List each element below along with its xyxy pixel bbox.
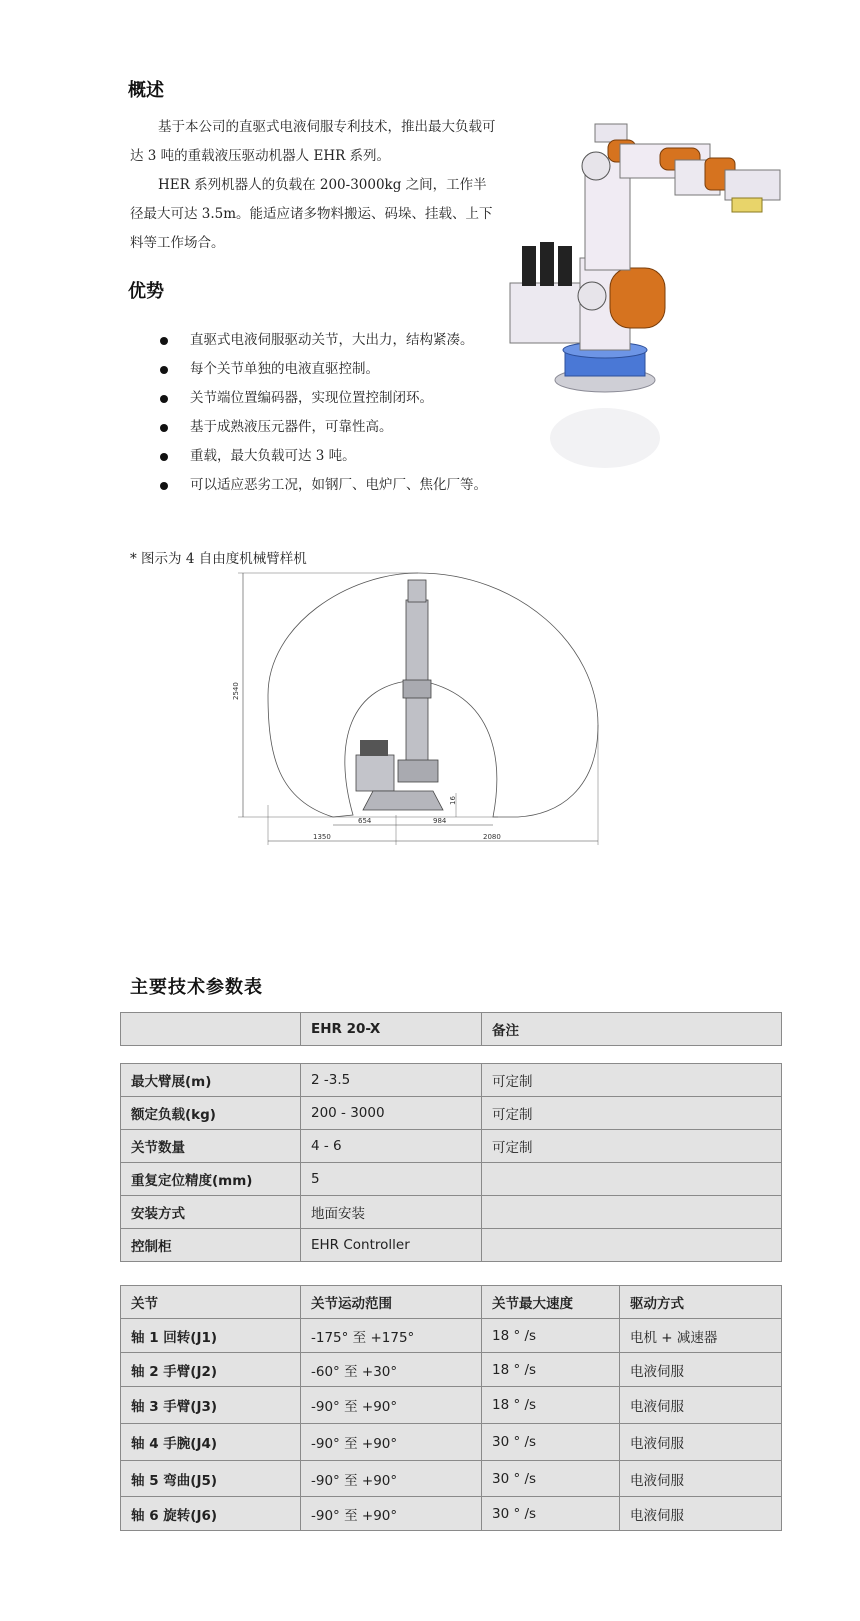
- bullet-icon: [160, 482, 168, 490]
- joint-header-drive: 驱动方式: [620, 1286, 782, 1319]
- advantage-text: 关节端位置编码器，实现位置控制闭环。: [190, 390, 433, 406]
- joint-axis: 轴 3 手臂(J3): [121, 1387, 301, 1424]
- joint-range: -90° 至 +90°: [301, 1424, 482, 1461]
- joint-range: -90° 至 +90°: [301, 1497, 482, 1531]
- spec-value: 2 -3.5: [301, 1064, 482, 1097]
- list-item: [130, 384, 500, 413]
- dim-height-label: 2540: [232, 682, 240, 700]
- joint-drive: 电液伺服: [620, 1387, 782, 1424]
- table-title: 主要技术参数表: [130, 977, 263, 998]
- spec-name: 重复定位精度(mm): [121, 1163, 301, 1196]
- overview-heading: 概述: [128, 80, 164, 101]
- overview-paragraph-1: 基于本公司的直驱式电液伺服专利技术，推出最大负载可达 3 吨的重载液压驱动机器人 EHR 系列。: [130, 119, 496, 164]
- advantage-text: 重载，最大负载可达 3 吨。: [190, 448, 356, 464]
- joint-axis: 轴 4 手腕(J4): [121, 1424, 301, 1461]
- table-row: [121, 1064, 782, 1097]
- joint-axis: 轴 6 旋转(J6): [121, 1497, 301, 1531]
- list-item: [130, 413, 500, 442]
- list-item: [130, 355, 500, 384]
- advantages-heading: 优势: [128, 281, 164, 302]
- spec-table: [120, 1063, 782, 1262]
- joint-range: -175° 至 +175°: [301, 1319, 482, 1353]
- joint-drive: 电机 + 减速器: [620, 1319, 782, 1353]
- joint-header-speed: 关节最大速度: [482, 1286, 620, 1319]
- figure-note: * 图示为 4 自由度机械臂样机: [130, 551, 307, 567]
- spec-name: 额定负载(kg): [121, 1097, 301, 1130]
- joint-speed: 18 ° /s: [482, 1353, 620, 1387]
- dim-small-label: 16: [449, 796, 457, 805]
- dim-1350-label: 1350: [313, 833, 331, 841]
- spec-value: 200 - 3000: [301, 1097, 482, 1130]
- spec-note: 可定制: [482, 1064, 782, 1097]
- joint-speed: 30 ° /s: [482, 1497, 620, 1531]
- spec-note: [482, 1196, 782, 1229]
- table-row: [121, 1387, 782, 1424]
- joint-drive: 电液伺服: [620, 1353, 782, 1387]
- dim-984-label: 984: [433, 817, 447, 825]
- bullet-icon: [160, 366, 168, 374]
- table-row: [121, 1196, 782, 1229]
- joint-speed: 18 ° /s: [482, 1387, 620, 1424]
- joint-table: [120, 1285, 782, 1531]
- table-row: [121, 1163, 782, 1196]
- overview-text: [130, 113, 498, 258]
- spec-value: 地面安装: [301, 1196, 482, 1229]
- spec-header-table: [120, 1012, 782, 1046]
- advantage-text: 直驱式电液伺服驱动关节，大出力，结构紧凑。: [190, 332, 474, 348]
- advantage-text: 每个关节单独的电液直驱控制。: [190, 361, 379, 377]
- spec-note: 可定制: [482, 1130, 782, 1163]
- spec-note: [482, 1229, 782, 1262]
- list-item: [130, 326, 500, 355]
- list-item: [130, 471, 500, 500]
- joint-axis: 轴 1 回转(J1): [121, 1319, 301, 1353]
- joint-range: -90° 至 +90°: [301, 1461, 482, 1497]
- spec-name: 控制柜: [121, 1229, 301, 1262]
- joint-speed: 30 ° /s: [482, 1461, 620, 1497]
- joint-drive: 电液伺服: [620, 1424, 782, 1461]
- advantages-list: [130, 326, 500, 500]
- dim-2080-label: 2080: [483, 833, 501, 841]
- table-row: [121, 1497, 782, 1531]
- table-row: [121, 1424, 782, 1461]
- robot-illustration: [510, 118, 810, 498]
- spec-note: [482, 1163, 782, 1196]
- joint-header-range: 关节运动范围: [301, 1286, 482, 1319]
- joint-drive: 电液伺服: [620, 1461, 782, 1497]
- joint-axis: 轴 5 弯曲(J5): [121, 1461, 301, 1497]
- table-row: [121, 1130, 782, 1163]
- advantage-text: 可以适应恶劣工况，如钢厂、电炉厂、焦化厂等。: [190, 477, 487, 493]
- dim-654-label: 654: [358, 817, 372, 825]
- workspace-diagram: [232, 565, 628, 875]
- spec-note: 可定制: [482, 1097, 782, 1130]
- table-row: [121, 1353, 782, 1387]
- list-item: [130, 442, 500, 471]
- spec-name: 安装方式: [121, 1196, 301, 1229]
- joint-drive: 电液伺服: [620, 1497, 782, 1531]
- bullet-icon: [160, 424, 168, 432]
- joint-range: -60° 至 +30°: [301, 1353, 482, 1387]
- bullet-icon: [160, 337, 168, 345]
- spec-value: EHR Controller: [301, 1229, 482, 1262]
- spec-name: 最大臂展(m): [121, 1064, 301, 1097]
- bullet-icon: [160, 395, 168, 403]
- joint-speed: 18 ° /s: [482, 1319, 620, 1353]
- joint-header-axis: 关节: [121, 1286, 301, 1319]
- spec-name: 关节数量: [121, 1130, 301, 1163]
- spec-value: 4 - 6: [301, 1130, 482, 1163]
- joint-axis: 轴 2 手臂(J2): [121, 1353, 301, 1387]
- table-row: [121, 1229, 782, 1262]
- table-header-row: [121, 1286, 782, 1319]
- table-row: [121, 1097, 782, 1130]
- header-model: EHR 20-X: [301, 1013, 482, 1046]
- spec-value: 5: [301, 1163, 482, 1196]
- header-note: 备注: [482, 1013, 782, 1046]
- joint-speed: 30 ° /s: [482, 1424, 620, 1461]
- header-cell: [121, 1013, 301, 1046]
- table-row: [121, 1461, 782, 1497]
- advantage-text: 基于成熟液压元器件，可靠性高。: [190, 419, 393, 435]
- overview-paragraph-2: HER 系列机器人的负载在 200-3000kg 之间，工作半径最大可达 3.5m。能适应诸多物料搬运、码垛、挂载、上下料等工作场合。: [130, 177, 493, 251]
- table-row: [121, 1319, 782, 1353]
- joint-range: -90° 至 +90°: [301, 1387, 482, 1424]
- bullet-icon: [160, 453, 168, 461]
